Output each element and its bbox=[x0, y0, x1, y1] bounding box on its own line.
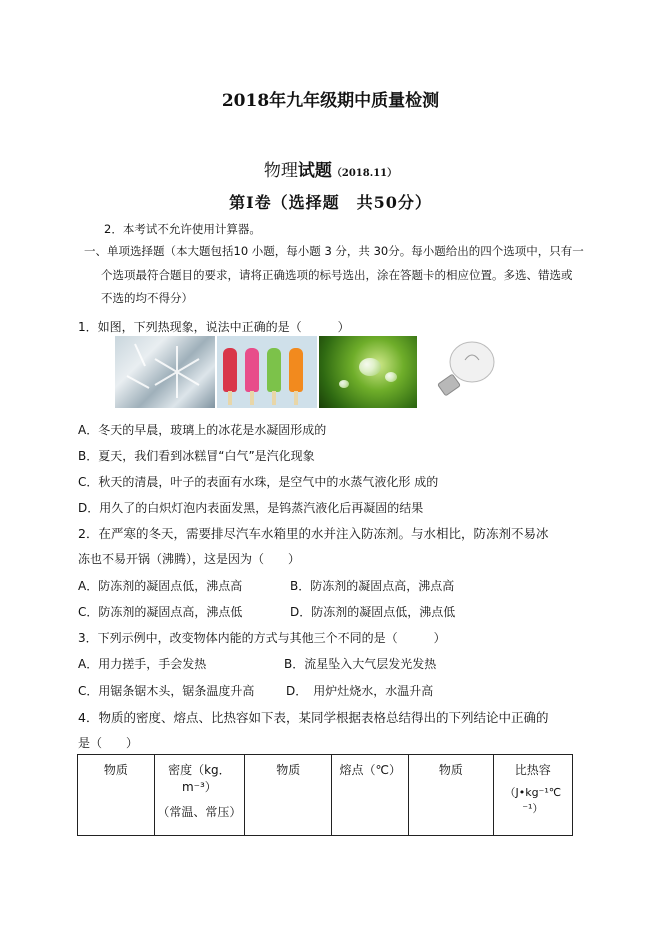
q3-option-c: C．用锯条锯木头，锯条温度升高 bbox=[78, 684, 255, 698]
subject-name: 物理 bbox=[263, 161, 298, 181]
snowflake-icon bbox=[115, 336, 215, 408]
popsicle-stick bbox=[250, 391, 254, 405]
popsicle-green bbox=[267, 348, 281, 392]
q3-option-d: D． 用炉灶烧水，水温升高 bbox=[286, 684, 434, 698]
specific-heat-label: 比热容 bbox=[514, 763, 551, 777]
section-heading: 第Ⅰ卷（选择题 共50分） bbox=[229, 193, 432, 212]
popsicle-image bbox=[217, 336, 317, 408]
popsicle-stick bbox=[272, 391, 276, 405]
popsicle-stick bbox=[294, 391, 298, 405]
popsicle-pink bbox=[245, 348, 259, 392]
q1-stem: 1．如图，下列热现象，说法中正确的是（ ） bbox=[78, 320, 350, 334]
q2-option-a: A．防冻剂的凝固点低，沸点高 bbox=[78, 579, 243, 593]
dew-drop bbox=[359, 358, 381, 376]
q3-stem: 3．下列示例中，改变物体内能的方式与其他三个不同的是（ ） bbox=[78, 631, 446, 645]
q2-stem-line-2: 冻也不易开锅（沸腾），这是因为（ ） bbox=[78, 552, 301, 566]
q3-option-a: A．用力搓手，手会发热 bbox=[78, 657, 207, 671]
q1-option-a: A．冬天的早晨，玻璃上的冰花是水凝固形成的 bbox=[78, 423, 327, 437]
specific-heat-unit: （J•kg⁻¹℃ bbox=[504, 786, 562, 799]
header-melting-point: 熔点（℃） bbox=[332, 755, 409, 836]
q3-option-b: B．流星坠入大气层发光发热 bbox=[284, 657, 437, 671]
dew-drop bbox=[339, 380, 349, 388]
instruction-line-3: 不选的均不得分） bbox=[101, 291, 193, 305]
dew-leaf-image bbox=[319, 336, 417, 408]
q4-stem-line-1: 4．物质的密度、熔点、比热容如下表，某同学根据表格总结得出的下列结论中正确的 bbox=[78, 710, 549, 725]
frost-image bbox=[115, 336, 215, 408]
instruction-line-1: 一、单项选择题（本大题包括10 小题，每小题 3 分，共 30分。每小题给出的四个选项中，只有一 bbox=[84, 244, 584, 258]
dew-drop bbox=[385, 372, 397, 382]
instruction-line-2: 个选项最符合题目的要求，请将正确选项的标号选出，涂在答题卡的相应位置。多选、错选或 bbox=[101, 268, 573, 282]
q2-option-b: B．防冻剂的凝固点高，沸点高 bbox=[290, 579, 455, 593]
q2-option-d: D．防冻剂的凝固点低，沸点低 bbox=[290, 605, 456, 619]
q2-option-c: C．防冻剂的凝固点高，沸点低 bbox=[78, 605, 243, 619]
popsicle-red bbox=[223, 348, 237, 392]
note-2: 2．本考试不允许使用计算器。 bbox=[104, 222, 261, 236]
exam-title: 2018年九年级期中质量检测 bbox=[221, 91, 440, 111]
popsicle-stick bbox=[228, 391, 232, 405]
subject-heading bbox=[0, 156, 661, 181]
header-substance-1: 物质 bbox=[78, 755, 155, 836]
specific-heat-unit-tail: ⁻¹） bbox=[522, 802, 544, 815]
q1-option-d: D．用久了的白炽灯泡内表面发黑，是钨蒸汽液化后再凝固的结果 bbox=[78, 501, 424, 515]
exam-date: （2018.11） bbox=[331, 168, 398, 179]
density-condition: （常温、常压） bbox=[157, 805, 242, 819]
header-specific-heat bbox=[493, 755, 572, 836]
q2-stem-line-1: 2．在严寒的冬天，需要排尽汽车水箱里的水并注入防冻剂。与水相比，防冻剂不易冰 bbox=[78, 526, 549, 541]
q1-option-b: B．夏天，我们看到冰糕冒“白气”是汽化现象 bbox=[78, 449, 315, 463]
q1-option-c: C．秋天的清晨，叶子的表面有水珠，是空气中的水蒸气液化形 成的 bbox=[78, 475, 439, 489]
density-label: 密度（kg．m⁻³） bbox=[168, 763, 231, 794]
header-substance-2: 物质 bbox=[245, 755, 332, 836]
table-header-row bbox=[78, 755, 573, 836]
light-bulb-icon bbox=[420, 336, 500, 408]
q4-stem-line-2: 是（ ） bbox=[78, 736, 139, 750]
header-substance-3: 物质 bbox=[409, 755, 493, 836]
header-density bbox=[154, 755, 244, 836]
light-bulb-image bbox=[420, 336, 500, 408]
popsicle-orange bbox=[289, 348, 303, 392]
properties-table bbox=[77, 754, 573, 836]
subject-suffix: 试题 bbox=[297, 161, 332, 181]
